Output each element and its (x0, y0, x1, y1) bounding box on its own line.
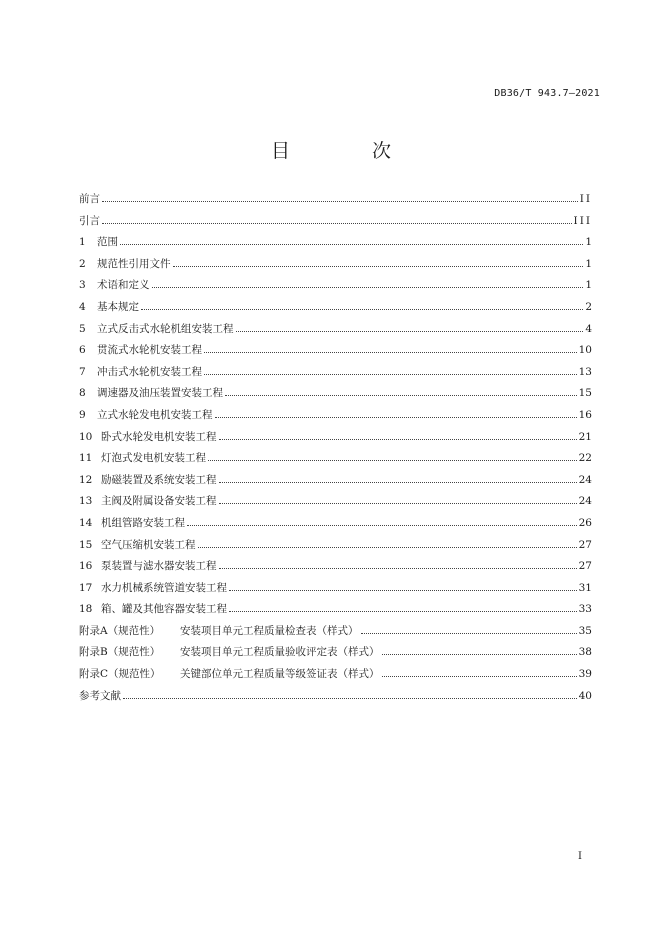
toc-leader-dots (382, 676, 577, 677)
toc-entry[interactable] (79, 624, 592, 646)
toc-entry-title: 关键部位单元工程质量等级签证表（样式） (180, 668, 380, 681)
toc-leader-dots (215, 417, 577, 418)
toc-entry-number: 7 (79, 365, 86, 378)
toc-entry[interactable] (79, 667, 592, 689)
toc-leader-dots (198, 547, 577, 548)
toc-entry[interactable] (79, 257, 592, 279)
toc-entry[interactable] (79, 473, 592, 495)
toc-leader-dots (173, 266, 584, 267)
toc-entry[interactable] (79, 343, 592, 365)
toc-entry-number: 12 (79, 473, 93, 486)
toc-entry-number: 附录B（规范性） (79, 646, 161, 659)
toc-entry[interactable] (79, 430, 592, 452)
toc-leader-dots (102, 223, 572, 224)
toc-entry-number: 附录C（规范性） (79, 668, 161, 681)
toc-entry-page: 31 (578, 581, 592, 594)
toc-entry-title: 范围 (97, 236, 118, 249)
toc-leader-dots (229, 590, 577, 591)
toc-entry-page: 10 (578, 344, 592, 357)
toc-entry[interactable] (79, 408, 592, 430)
document-code: DB36/T 943.7—2021 (494, 88, 600, 99)
toc-entry-number: 13 (79, 495, 93, 508)
toc-entry[interactable] (79, 559, 592, 581)
toc-leader-dots (225, 395, 577, 396)
toc-entry-title: 规范性引用文件 (97, 257, 171, 270)
toc-entry[interactable] (79, 451, 592, 473)
toc-entry-number: 6 (79, 344, 86, 357)
toc-leader-dots (204, 352, 577, 353)
toc-leader-dots (219, 568, 577, 569)
toc-entry-title: 贯流式水轮机安装工程 (97, 344, 202, 357)
toc-entry-page: 4 (585, 322, 592, 335)
toc-leader-dots (204, 374, 577, 375)
toc-entry-page: 1 (585, 257, 592, 270)
toc-leader-dots (187, 525, 577, 526)
toc-leader-dots (102, 201, 578, 202)
toc-leader-dots (229, 611, 577, 612)
toc-entry-title: 安装项目单元工程质量检查表（样式） (180, 624, 359, 637)
toc-entry-page: 33 (578, 603, 592, 616)
toc-entry-number: 11 (79, 452, 93, 465)
toc-entry[interactable] (79, 192, 592, 214)
toc-leader-dots (141, 309, 583, 310)
toc-leader-dots (219, 503, 577, 504)
toc-entry-title: 主阀及附属设备安装工程 (101, 495, 217, 508)
toc-entry[interactable] (79, 689, 592, 711)
toc-entry[interactable] (79, 645, 592, 667)
toc-entry-page: 26 (578, 516, 592, 529)
toc-entry-title: 水力机械系统管道安装工程 (101, 581, 227, 594)
toc-entry-page: 38 (578, 646, 592, 659)
toc-leader-dots (219, 439, 577, 440)
toc-list (79, 192, 592, 710)
toc-entry-number: 10 (79, 430, 93, 443)
toc-entry-page: 27 (578, 560, 592, 573)
toc-entry-title: 卧式水轮发电机安装工程 (101, 430, 217, 443)
toc-entry-number: 18 (79, 603, 93, 616)
toc-leader-dots (152, 287, 584, 288)
toc-entry-number: 9 (79, 408, 86, 421)
toc-entry-number: 4 (79, 300, 86, 313)
toc-entry-page: 35 (578, 624, 592, 637)
toc-entry-page: 22 (578, 452, 592, 465)
toc-entry[interactable] (79, 538, 592, 560)
toc-entry-title: 前言 (79, 193, 100, 205)
toc-entry-page: III (573, 214, 592, 227)
toc-entry-page: 40 (578, 689, 592, 702)
toc-entry-page: II (579, 193, 592, 205)
toc-entry-title: 术语和定义 (97, 279, 150, 292)
toc-entry-title: 冲击式水轮机安装工程 (97, 365, 202, 378)
toc-entry[interactable] (79, 278, 592, 300)
toc-entry-number: 3 (79, 279, 86, 292)
toc-entry[interactable] (79, 494, 592, 516)
toc-entry-number: 附录A（规范性） (79, 624, 161, 637)
toc-entry[interactable] (79, 214, 592, 236)
toc-entry-page: 1 (585, 279, 592, 292)
toc-entry-title: 参考文献 (79, 689, 121, 702)
toc-entry-title: 机组管路安装工程 (101, 516, 185, 529)
toc-entry-number: 16 (79, 560, 93, 573)
toc-entry-title: 引言 (79, 214, 100, 227)
toc-leader-dots (382, 654, 577, 655)
toc-entry[interactable] (79, 581, 592, 603)
toc-entry[interactable] (79, 300, 592, 322)
toc-leader-dots (361, 633, 577, 634)
toc-entry-title: 泵装置与滤水器安装工程 (101, 560, 217, 573)
toc-entry-page: 2 (585, 300, 592, 313)
toc-entry-number: 8 (79, 387, 86, 400)
toc-entry-page: 24 (578, 495, 592, 508)
toc-leader-dots (208, 460, 577, 461)
toc-entry-page: 13 (578, 365, 592, 378)
toc-entry-page: 24 (578, 473, 592, 486)
toc-entry-title: 灯泡式发电机安装工程 (101, 452, 206, 465)
toc-entry[interactable] (79, 516, 592, 538)
toc-entry-number: 1 (79, 236, 86, 249)
toc-entry-title: 空气压缩机安装工程 (101, 538, 196, 551)
toc-entry-title: 励磁装置及系统安装工程 (101, 473, 217, 486)
toc-entry-title: 箱、罐及其他容器安装工程 (101, 603, 227, 616)
toc-leader-dots (123, 698, 577, 699)
toc-entry[interactable] (79, 602, 592, 624)
toc-entry-title: 立式反击式水轮机组安装工程 (97, 322, 234, 335)
toc-entry-title: 调速器及油压装置安装工程 (97, 387, 223, 400)
toc-entry-title: 立式水轮发电机安装工程 (97, 408, 213, 421)
toc-entry[interactable] (79, 365, 592, 387)
toc-entry-number: 15 (79, 538, 93, 551)
toc-entry-title: 基本规定 (97, 300, 139, 313)
toc-entry[interactable] (79, 386, 592, 408)
toc-entry-page: 21 (578, 430, 592, 443)
toc-entry-page: 1 (585, 236, 592, 249)
toc-leader-dots (236, 331, 584, 332)
toc-entry-page: 16 (578, 408, 592, 421)
toc-entry-number: 5 (79, 322, 86, 335)
toc-entry-number: 2 (79, 257, 86, 270)
toc-entry-page: 15 (578, 387, 592, 400)
toc-entry-number: 17 (79, 581, 93, 594)
toc-entry-page: 39 (578, 668, 592, 681)
toc-entry[interactable] (79, 322, 592, 344)
toc-entry-page: 27 (578, 538, 592, 551)
footer-page-number: I (578, 851, 582, 862)
toc-entry-title: 安装项目单元工程质量验收评定表（样式） (180, 646, 380, 659)
toc-entry[interactable] (79, 235, 592, 257)
toc-leader-dots (219, 482, 577, 483)
toc-leader-dots (120, 244, 583, 245)
toc-title: 目 次 (270, 140, 430, 162)
toc-entry-number: 14 (79, 516, 93, 529)
